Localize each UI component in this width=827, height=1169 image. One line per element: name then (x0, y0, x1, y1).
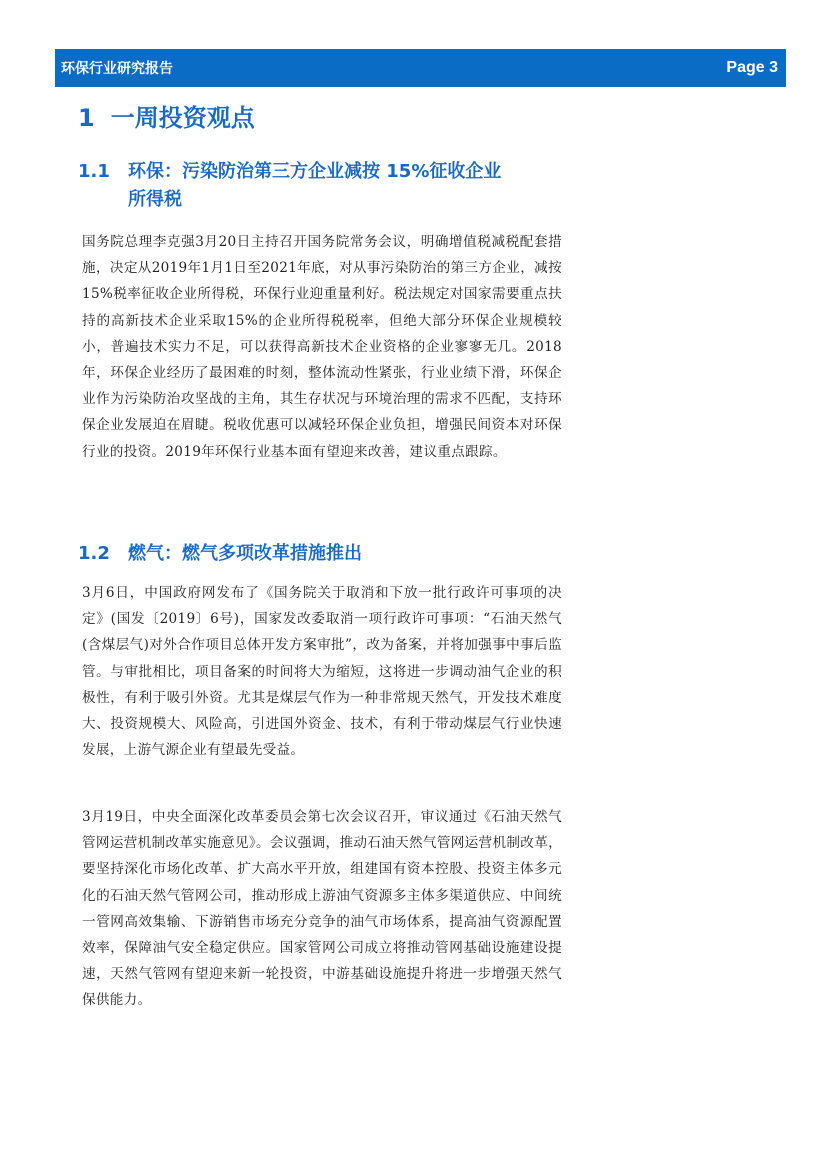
section-1-2-paragraph-2: 3月19日，中央全面深化改革委员会第七次会议召开，审议通过《石油天然气管网运营机制改革实施意见》。会议强调，推动石油天然气管网运营机制改革，要坚持深化市场化改革、扩大高水平开放，组建国有资本控股、投资主体多元化的石油天然气管网公司，推动形成上游油气资源多主体多渠道供应、中间统一管网高效集输、下游销售市场充分竞争的油气市场体系，提高油气资源配置效率，保障油气安全稳定供应。国家管网公司成立将推动管网基础设施建设提速，天然气管网有望迎来新一轮投资，中游基础设施提升将进一步增强天然气保供能力。 (82, 809, 562, 1009)
section-1-1-number: 1.1 (78, 161, 110, 182)
section-1-2-heading (78, 540, 553, 568)
section-1-title: 一周投资观点 (110, 104, 255, 132)
section-1-1-title-line2: 所得税 (128, 189, 182, 210)
section-1-heading (78, 100, 578, 136)
section-1-1-heading (78, 158, 553, 214)
section-1-number: 1 (78, 104, 95, 132)
section-1-2-paragraph-1: 3月6日，中国政府网发布了《国务院关于取消和下放一批行政许可事项的决定》(国发〔2019〕6号)，国家发改委取消一项行政许可事项：“石油天然气(含煤层气)对外合作项目总体开发方案审批”，改为备案，并将加强事中事后监管。与审批相比，项目备案的时间将大为缩短，这将进一步调动油气企业的积极性，有利于吸引外资。尤其是煤层气作为一种非常规天然气，开发技术难度大、投资规模大、风险高，引进国外资金、技术，有利于带动煤层气行业快速发展，上游气源企业有望最先受益。 (82, 585, 562, 759)
report-header-bar (55, 49, 786, 87)
section-1-1-title-line1: 环保：污染防治第三方企业减按 15%征收企业 (128, 161, 502, 182)
section-1-1-paragraph: 国务院总理李克强3月20日主持召开国务院常务会议，明确增值税减税配套措施，决定从2019年1月1日至2021年底，对从事污染防治的第三方企业，减按15%税率征收企业所得税，环保行业迎重量利好。税法规定对国家需要重点扶持的高新技术企业采取15%的企业所得税税率，但绝大部分环保企业规模较小，普遍技术实力不足，可以获得高新技术企业资格的企业寥寥无几。2018年，环保企业经历了最困难的时刻，整体流动性紧张，行业业绩下滑，环保企业作为污染防治攻坚战的主角，其生存状况与环境治理的需求不匹配，支持环保企业发展迫在眉睫。税收优惠可以减轻环保企业负担，增强民间资本对环保行业的投资。2019年环保行业基本面有望迎来改善，建议重点跟踪。 (82, 234, 562, 460)
section-1-2-title: 燃气：燃气多项改革措施推出 (128, 543, 362, 564)
page-number: Page 3 (726, 59, 778, 76)
report-title: 环保行业研究报告 (61, 61, 173, 77)
section-1-2-number: 1.2 (78, 543, 110, 564)
